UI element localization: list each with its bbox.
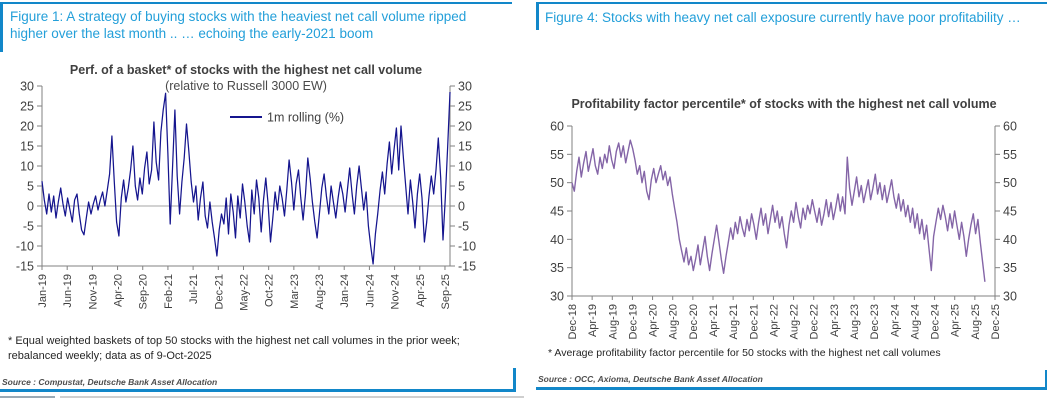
figure-4-panel bbox=[536, 0, 1049, 400]
x-tick-label: Dec-18 bbox=[567, 304, 579, 340]
x-tick-label: Apr-25 bbox=[949, 304, 962, 338]
y-tick-label: 25 bbox=[458, 99, 472, 114]
x-tick-label: Aug-22 bbox=[788, 304, 801, 340]
panel-bottom-stub bbox=[513, 368, 516, 390]
x-tick-label: Apr-19 bbox=[587, 304, 600, 338]
x-tick-label: Jan-24 bbox=[339, 274, 352, 308]
x-tick-label: Oct-22 bbox=[263, 274, 276, 308]
y-tick-label: -5 bbox=[458, 219, 470, 234]
x-tick-label: Jun-24 bbox=[364, 274, 377, 308]
y-tick-label: -10 bbox=[458, 239, 477, 254]
x-tick-label: Apr-21 bbox=[708, 304, 720, 338]
chart-footnote: * Equal weighted baskets of top 50 stocks with the highest net call volumes in the prior week; rebalanced weekly; data as of 9-Oct-2025 bbox=[8, 335, 460, 362]
x-tick-label: May-22 bbox=[238, 274, 251, 311]
y-tick-label: 30 bbox=[458, 79, 472, 94]
x-tick-label: Apr-20 bbox=[647, 304, 660, 338]
x-tick-label: Sep-20 bbox=[137, 274, 150, 310]
y-tick-label: 30 bbox=[1003, 289, 1017, 304]
y-tick-label: 35 bbox=[550, 261, 564, 276]
x-tick-label: Aug-23 bbox=[849, 304, 861, 340]
panel-title-bar bbox=[0, 4, 3, 52]
x-tick-label: Aug-24 bbox=[909, 304, 922, 340]
x-tick-label: Sep-25 bbox=[439, 274, 452, 310]
y-tick-label: 5 bbox=[458, 179, 465, 194]
y-tick-label: -10 bbox=[15, 239, 34, 254]
y-tick-label: 55 bbox=[1003, 147, 1017, 162]
y-tick-label: 30 bbox=[550, 289, 564, 304]
y-tick-label: -15 bbox=[458, 259, 477, 274]
source-line: Source : OCC, Axioma, Deutsche Bank Asset Allocation bbox=[538, 374, 763, 384]
chart-title: Profitability factor percentile* of stocks with the highest net call volume bbox=[571, 97, 997, 111]
y-tick-label: 20 bbox=[20, 119, 34, 134]
y-tick-label: 15 bbox=[20, 139, 34, 154]
y-tick-label: 10 bbox=[458, 159, 472, 174]
x-tick-label: Apr-25 bbox=[414, 274, 427, 308]
chart-subtitle: (relative to Russell 3000 EW) bbox=[165, 79, 327, 93]
panel-top-rule bbox=[536, 2, 1047, 4]
x-tick-label: Dec-20 bbox=[687, 304, 700, 340]
x-tick-label: Jun-19 bbox=[62, 274, 75, 308]
x-tick-label: Aug-20 bbox=[667, 304, 680, 340]
right-chart-svg bbox=[536, 118, 1049, 344]
x-tick-label: Aug-25 bbox=[969, 304, 982, 340]
x-tick-label: Aug-19 bbox=[607, 304, 620, 340]
x-tick-label: Dec-25 bbox=[990, 304, 1002, 340]
y-tick-label: 25 bbox=[20, 99, 34, 114]
x-tick-label: Mar-23 bbox=[288, 274, 301, 309]
figure-title: Figure 4: Stocks with heavy net call exposure currently have poor profitability … bbox=[545, 10, 1021, 25]
figure-1-panel bbox=[0, 0, 524, 400]
panel-bottom-rule bbox=[536, 387, 1047, 390]
figure-title-line2: higher over the last month .. … echoing the early-2021 boom bbox=[10, 26, 374, 41]
y-tick-label: 30 bbox=[20, 79, 34, 94]
x-tick-label: Dec-24 bbox=[929, 304, 942, 340]
figure-title bbox=[10, 8, 508, 42]
series-line bbox=[572, 140, 985, 282]
y-tick-label: 10 bbox=[20, 159, 34, 174]
x-tick-label: Aug-23 bbox=[314, 274, 327, 310]
chart-footnote: * Average profitability factor percentile for 50 stocks with the highest net call volumes bbox=[548, 347, 941, 359]
x-tick-label: Dec-21 bbox=[748, 304, 761, 340]
y-tick-label: -15 bbox=[15, 259, 34, 274]
panel-bottom-rule bbox=[0, 389, 516, 392]
x-tick-label: Apr-24 bbox=[889, 304, 902, 338]
crop-remnant bbox=[60, 396, 524, 398]
panel-top-rule bbox=[0, 2, 512, 4]
y-tick-label: 60 bbox=[550, 119, 564, 134]
y-tick-label: 45 bbox=[1003, 204, 1017, 219]
chart-title: Perf. of a basket* of stocks with the highest net call volume bbox=[69, 63, 423, 77]
y-tick-label: 5 bbox=[27, 179, 34, 194]
x-tick-label: Apr-23 bbox=[828, 304, 841, 338]
x-tick-label: Nov-19 bbox=[87, 274, 100, 310]
y-tick-label: 50 bbox=[1003, 176, 1017, 191]
y-tick-label: 15 bbox=[458, 139, 472, 154]
x-tick-label: Jul-21 bbox=[188, 274, 201, 304]
y-tick-label: 45 bbox=[550, 204, 564, 219]
y-tick-label: 50 bbox=[550, 176, 564, 191]
x-tick-label: Aug-21 bbox=[728, 304, 741, 340]
panel-title-bar bbox=[536, 4, 539, 30]
x-tick-label: Feb-21 bbox=[162, 274, 175, 309]
x-tick-label: Dec-21 bbox=[213, 274, 226, 310]
y-tick-label: 0 bbox=[27, 199, 34, 214]
y-tick-label: 0 bbox=[458, 199, 465, 214]
y-tick-label: 35 bbox=[1003, 261, 1017, 276]
x-tick-label: Dec-23 bbox=[869, 304, 882, 340]
crop-remnant bbox=[0, 396, 55, 398]
y-tick-label: 55 bbox=[550, 147, 564, 162]
left-chart-svg bbox=[0, 72, 516, 318]
x-tick-label: Dec-22 bbox=[808, 304, 821, 340]
x-tick-label: Jan-19 bbox=[37, 274, 49, 308]
x-tick-label: Apr-20 bbox=[112, 274, 125, 308]
x-tick-label: Dec-19 bbox=[627, 304, 640, 340]
y-tick-label: 40 bbox=[1003, 232, 1017, 247]
y-tick-label: 20 bbox=[458, 119, 472, 134]
figure-title-line1: Figure 1: A strategy of buying stocks with the heaviest net call volume ripped bbox=[10, 9, 467, 24]
y-tick-label: -5 bbox=[22, 219, 34, 234]
y-tick-label: 60 bbox=[1003, 119, 1017, 134]
legend-label: 1m rolling (%) bbox=[267, 110, 345, 125]
source-line: Source : Compustat, Deutsche Bank Asset Allocation bbox=[2, 377, 218, 387]
panel-bottom-stub bbox=[1045, 370, 1048, 387]
x-tick-label: Nov-24 bbox=[389, 274, 402, 310]
y-tick-label: 40 bbox=[550, 232, 564, 247]
x-tick-label: Apr-22 bbox=[768, 304, 781, 338]
